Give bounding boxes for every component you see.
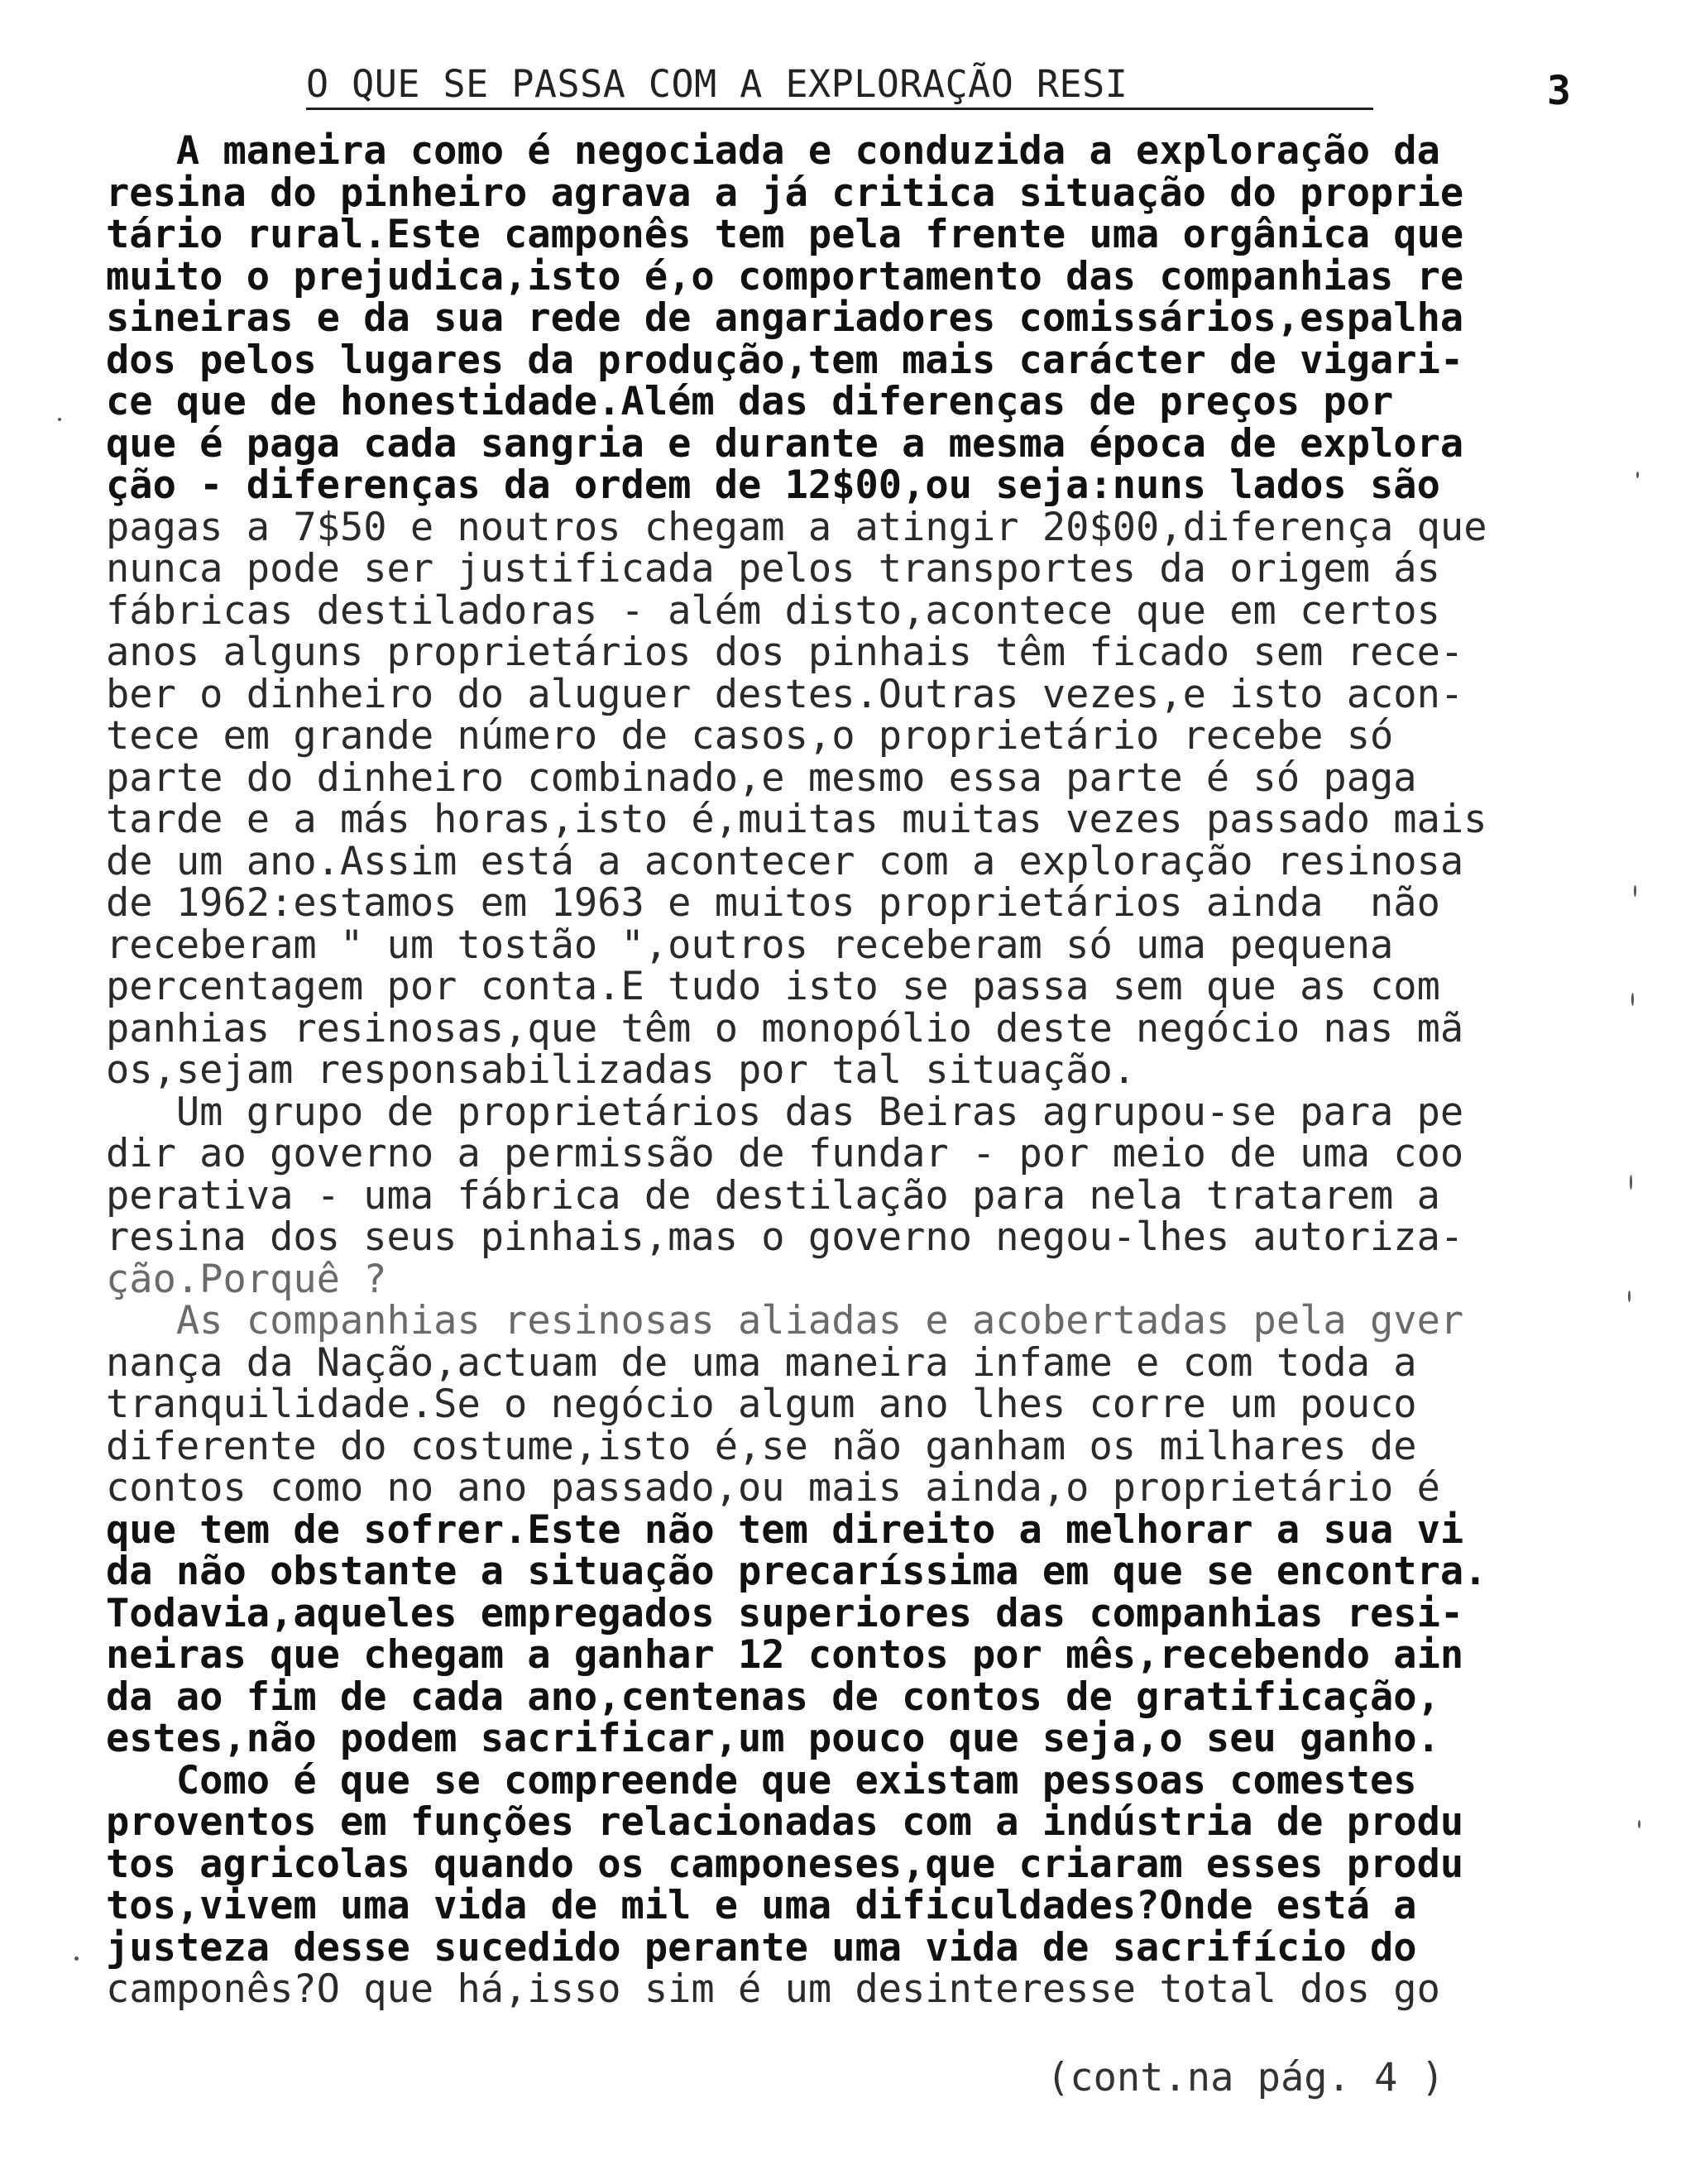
page-header [306,60,1613,117]
text-line: tos,vivem uma vida de mil e uma dificuldades?Onde está a [106,1885,1417,1928]
text-line: ber o dinheiro do aluguer destes.Outras vezes,e isto acon- [106,673,1464,716]
text-line: de 1962:estamos em 1963 e muitos proprietários ainda não [106,883,1440,925]
text-line: ção.Porquê ? [106,1258,387,1300]
scan-speck [1630,1175,1632,1190]
text-line: tece em grande número de casos,o proprietário recebe só [106,716,1394,758]
text-line: sineiras e da sua rede de angariadores comissários,espalha [106,298,1464,340]
text-line: pagas a 7$50 e noutros chegam a atingir 20$00,diferença que [106,506,1487,548]
scan-speck [58,418,61,421]
text-line: neiras que chegam a ganhar 12 contos por mês,recebendo ain [106,1635,1464,1677]
text-line: ce que de honestidade.Além das diferenças de preços por [106,381,1394,424]
text-line: perativa - uma fábrica de destilação para nela tratarem a [106,1175,1440,1217]
text-line: fábricas destiladoras - além disto,acontece que em certos [106,590,1440,632]
article-body [106,131,1587,2011]
text-line: resina do pinheiro agrava a já critica situação do proprie [106,172,1464,214]
text-line: nunca pode ser justificada pelos transportes da origem ás [106,548,1440,591]
continuation-note: (cont.na pág. 4 ) [1046,2055,1445,2100]
scan-speck [1638,1820,1640,1828]
text-line: resina dos seus pinhais,mas o governo negou-lhes autoriza- [106,1217,1464,1259]
text-line: percentagem por conta.E tudo isto se passa sem que as com [106,966,1440,1008]
text-line: tranquilidade.Se o negócio algum ano lhes corre um pouco [106,1384,1417,1426]
text-line: os,sejam responsabilizadas por tal situação. [106,1050,1137,1092]
scan-speck [74,1956,79,1961]
scan-speck [1631,993,1634,1006]
text-line: panhias resinosas,que têm o monopólio deste negócio nas mã [106,1008,1464,1050]
text-line: parte do dinheiro combinado,e mesmo essa parte é só paga [106,757,1417,799]
text-line: contos como no ano passado,ou mais ainda,o proprietário é [106,1468,1440,1510]
text-line: estes,não podem sacrificar,um pouco que seja,o seu ganho. [106,1718,1440,1760]
text-line: nança da Nação,actuam de uma maneira infame e com toda a [106,1342,1417,1384]
text-line: da ao fim de cada ano,centenas de contos de gratificação, [106,1676,1440,1718]
text-line: tarde e a más horas,isto é,muitas muitas vezes passado mais [106,799,1487,841]
text-line: que tem de sofrer.Este não tem direito a melhorar a sua vi [106,1509,1464,1551]
header-underline [306,108,1373,110]
text-line: de um ano.Assim está a acontecer com a exploração resinosa [106,841,1464,883]
text-line: As companhias resinosas aliadas e acobertadas pela gver [106,1300,1464,1343]
text-line: justeza desse sucedido perante uma vida de sacrifício do [106,1927,1417,1969]
header-title: O QUE SE PASSA COM A EXPLORAÇÃO RESI [306,62,1128,106]
text-line: que é paga cada sangria e durante a mesma época de explora [106,423,1464,465]
text-line: da não obstante a situação precaríssima em que se encontra. [106,1551,1487,1593]
text-line: Como é que se compreende que existam pessoas comestes [106,1760,1417,1802]
text-line: receberam " um tostão ",outros receberam só uma pequena [106,924,1394,966]
text-line: anos alguns proprietários dos pinhais têm ficado sem rece- [106,632,1464,674]
scan-speck [1628,1291,1631,1302]
page-number: 3 [1547,68,1571,114]
text-line: ção - diferenças da ordem de 12$00,ou seja:nuns lados são [106,465,1440,507]
text-line: tário rural.Este camponês tem pela frente uma orgânica que [106,214,1464,256]
text-line: muito o prejudica,isto é,o comportamento das companhias re [106,256,1464,298]
scan-speck [1634,885,1636,897]
text-line: Todavia,aqueles empregados superiores das companhias resi- [106,1592,1464,1635]
text-line: dos pelos lugares da produção,tem mais carácter de vigari- [106,339,1464,381]
text-line: dir ao governo a permissão de fundar - por meio de uma coo [106,1133,1464,1176]
text-line: camponês?O que há,isso sim é um desinteresse total dos go [106,1969,1440,2011]
text-line: tos agricolas quando os camponeses,que criaram esses produ [106,1843,1464,1885]
text-line: Um grupo de proprietários das Beiras agrupou-se para pe [106,1091,1464,1133]
scan-speck [1636,472,1639,478]
text-line: diferente do costume,isto é,se não ganham os milhares de [106,1425,1417,1468]
text-line: A maneira como é negociada e conduzida a exploração da [106,131,1440,173]
text-line: proventos em funções relacionadas com a indústria de produ [106,1802,1464,1844]
